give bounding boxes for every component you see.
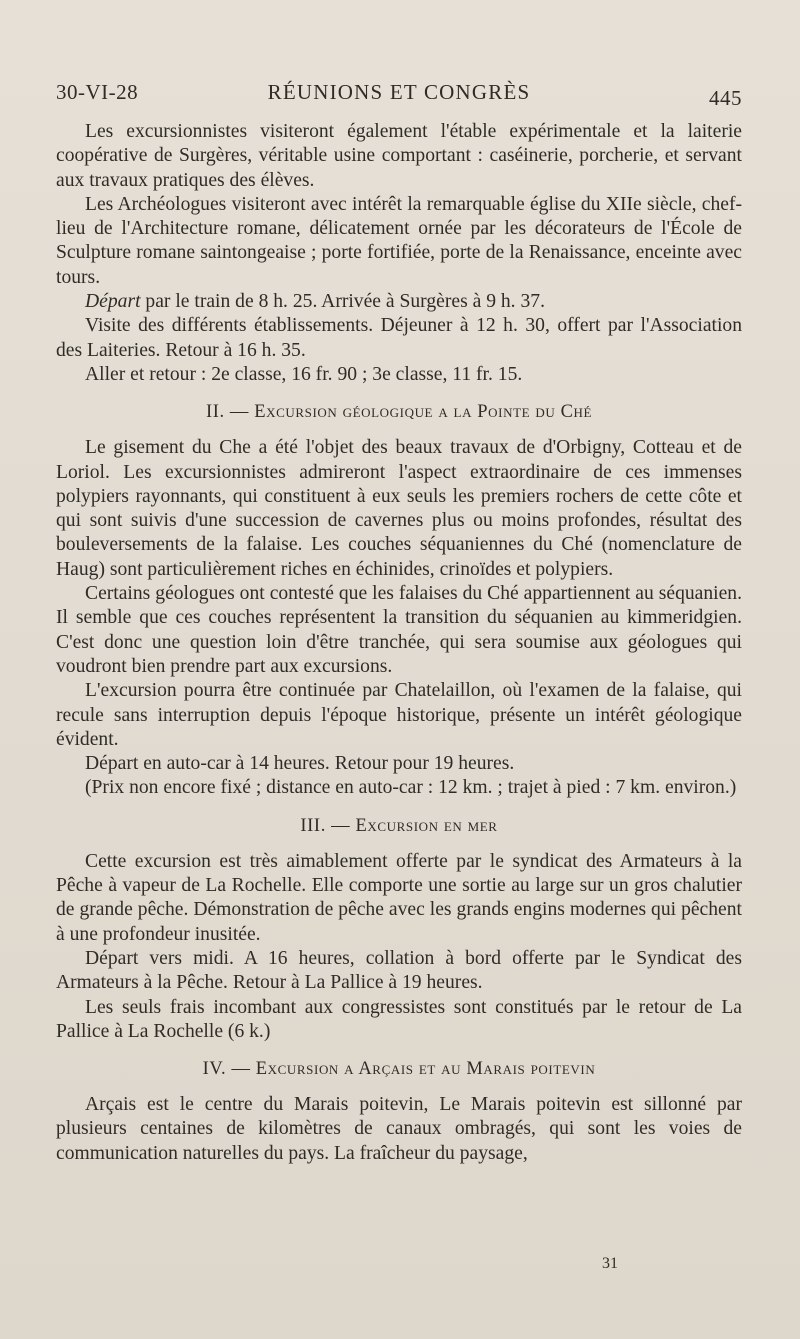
paragraph: (Prix non encore fixé ; distance en auto-car : 12 km. ; trajet à pied : 7 km. environ.): [85, 777, 737, 799]
page-number: 445: [709, 86, 742, 110]
paragraph: Aller et retour : 2e classe, 16 fr. 90 ; 3e classe, 11 fr. 15.: [85, 363, 523, 385]
paragraph: Départ en auto-car à 14 heures. Retour pour 19 heures.: [85, 753, 515, 775]
paragraph: Certains géologues ont contesté que les falaises du Ché appartiennent au séquanien. Il semble que ces couches représentent la transition du séquanien au kimmeridgien. C'est donc une question loin d'être tranchée, qui sera soumise aux géologues qui voudront bien prendre part aux excursions.: [56, 583, 742, 677]
paragraph: [56, 290, 742, 314]
paragraph: Les Archéologues visiteront avec intérêt la remarquable église du XIIe siècle, chef-lieu de l'Architecture romane, délicatement ornée par les décorateurs de l'École de Sculpture romane saintongeaise ; porte fortifiée, porte de la Renaissance, enceinte avec tours.: [56, 193, 742, 288]
paragraph: Cette excursion est très aimablement offerte par le syndicat des Armateurs à la Pêche à vapeur de La Rochelle. Elle comporte une sortie au large sur un gros chalutier de grande pêche. Démonstration de pêche avec les grands engins modernes qui pêchent à une profondeur inusitée.: [56, 850, 742, 945]
paragraph: Visite des différents établissements. Déjeuner à 12 h. 30, offert par l'Association des Laiteries. Retour à 16 h. 35.: [56, 315, 742, 361]
signature-mark: 31: [602, 1255, 618, 1272]
paragraph: Arçais est le centre du Marais poitevin, Le Marais poitevin est sillonné par plusieurs centaines de kilomètres de canaux ombragés, qui sont les voies de communication naturelles du pays. La fraîcheur du paysage,: [56, 1094, 742, 1164]
section-heading-marais: IV. — Excursion a Arçais et au Marais poitevin: [202, 1059, 596, 1080]
paragraph: Les seuls frais incombant aux congressistes sont constitués par le retour de La Pallice à La Rochelle (6 k.): [56, 996, 742, 1042]
body-text: [56, 120, 742, 1166]
paragraph: L'excursion pourra être continuée par Chatelaillon, où l'examen de la falaise, qui recule sans interruption depuis l'époque historique, présente un intérêt géologique évident.: [56, 680, 742, 750]
paragraph: Le gisement du Che a été l'objet des beaux travaux de d'Orbigny, Cotteau et de Loriol. Les excursionnistes admireront l'aspect extraordinaire de ces immenses polypiers rayonnants, qui constituent à eux seuls les premiers rochers de cette côte et qui sont suivis d'une succession de cavernes plus ou moins profondes, résultat des bouleversements de la falaise. Les couches séquaniennes du Ché (nomenclature de Haug) sont particulièrement riches en échinides, crinoïdes et polypiers.: [56, 437, 742, 580]
section-heading-geology: II. — Excursion géologique a la Pointe du Ché: [205, 402, 593, 423]
header-title: RÉUNIONS ET CONGRÈS: [267, 80, 531, 104]
departure-text: par le train de 8 h. 25. Arrivée à Surgères à 9 h. 37.: [140, 291, 545, 313]
paragraph: Les excursionnistes visiteront également l'étable expérimentale et la laiterie coopérative de Surgères, véritable usine comportant : caséinerie, porcherie, et servant aux travaux pratiques des élèves.: [56, 121, 742, 191]
header-date: 30-VI-28: [56, 80, 139, 104]
departure-label: Départ: [85, 291, 141, 313]
paragraph: Départ vers midi. A 16 heures, collation à bord offerte par le Syndicat des Armateurs à la Pêche. Retour à La Pallice à 19 heures.: [56, 947, 742, 994]
section-heading-sea: III. — Excursion en mer: [300, 815, 498, 836]
running-head: [56, 76, 742, 110]
